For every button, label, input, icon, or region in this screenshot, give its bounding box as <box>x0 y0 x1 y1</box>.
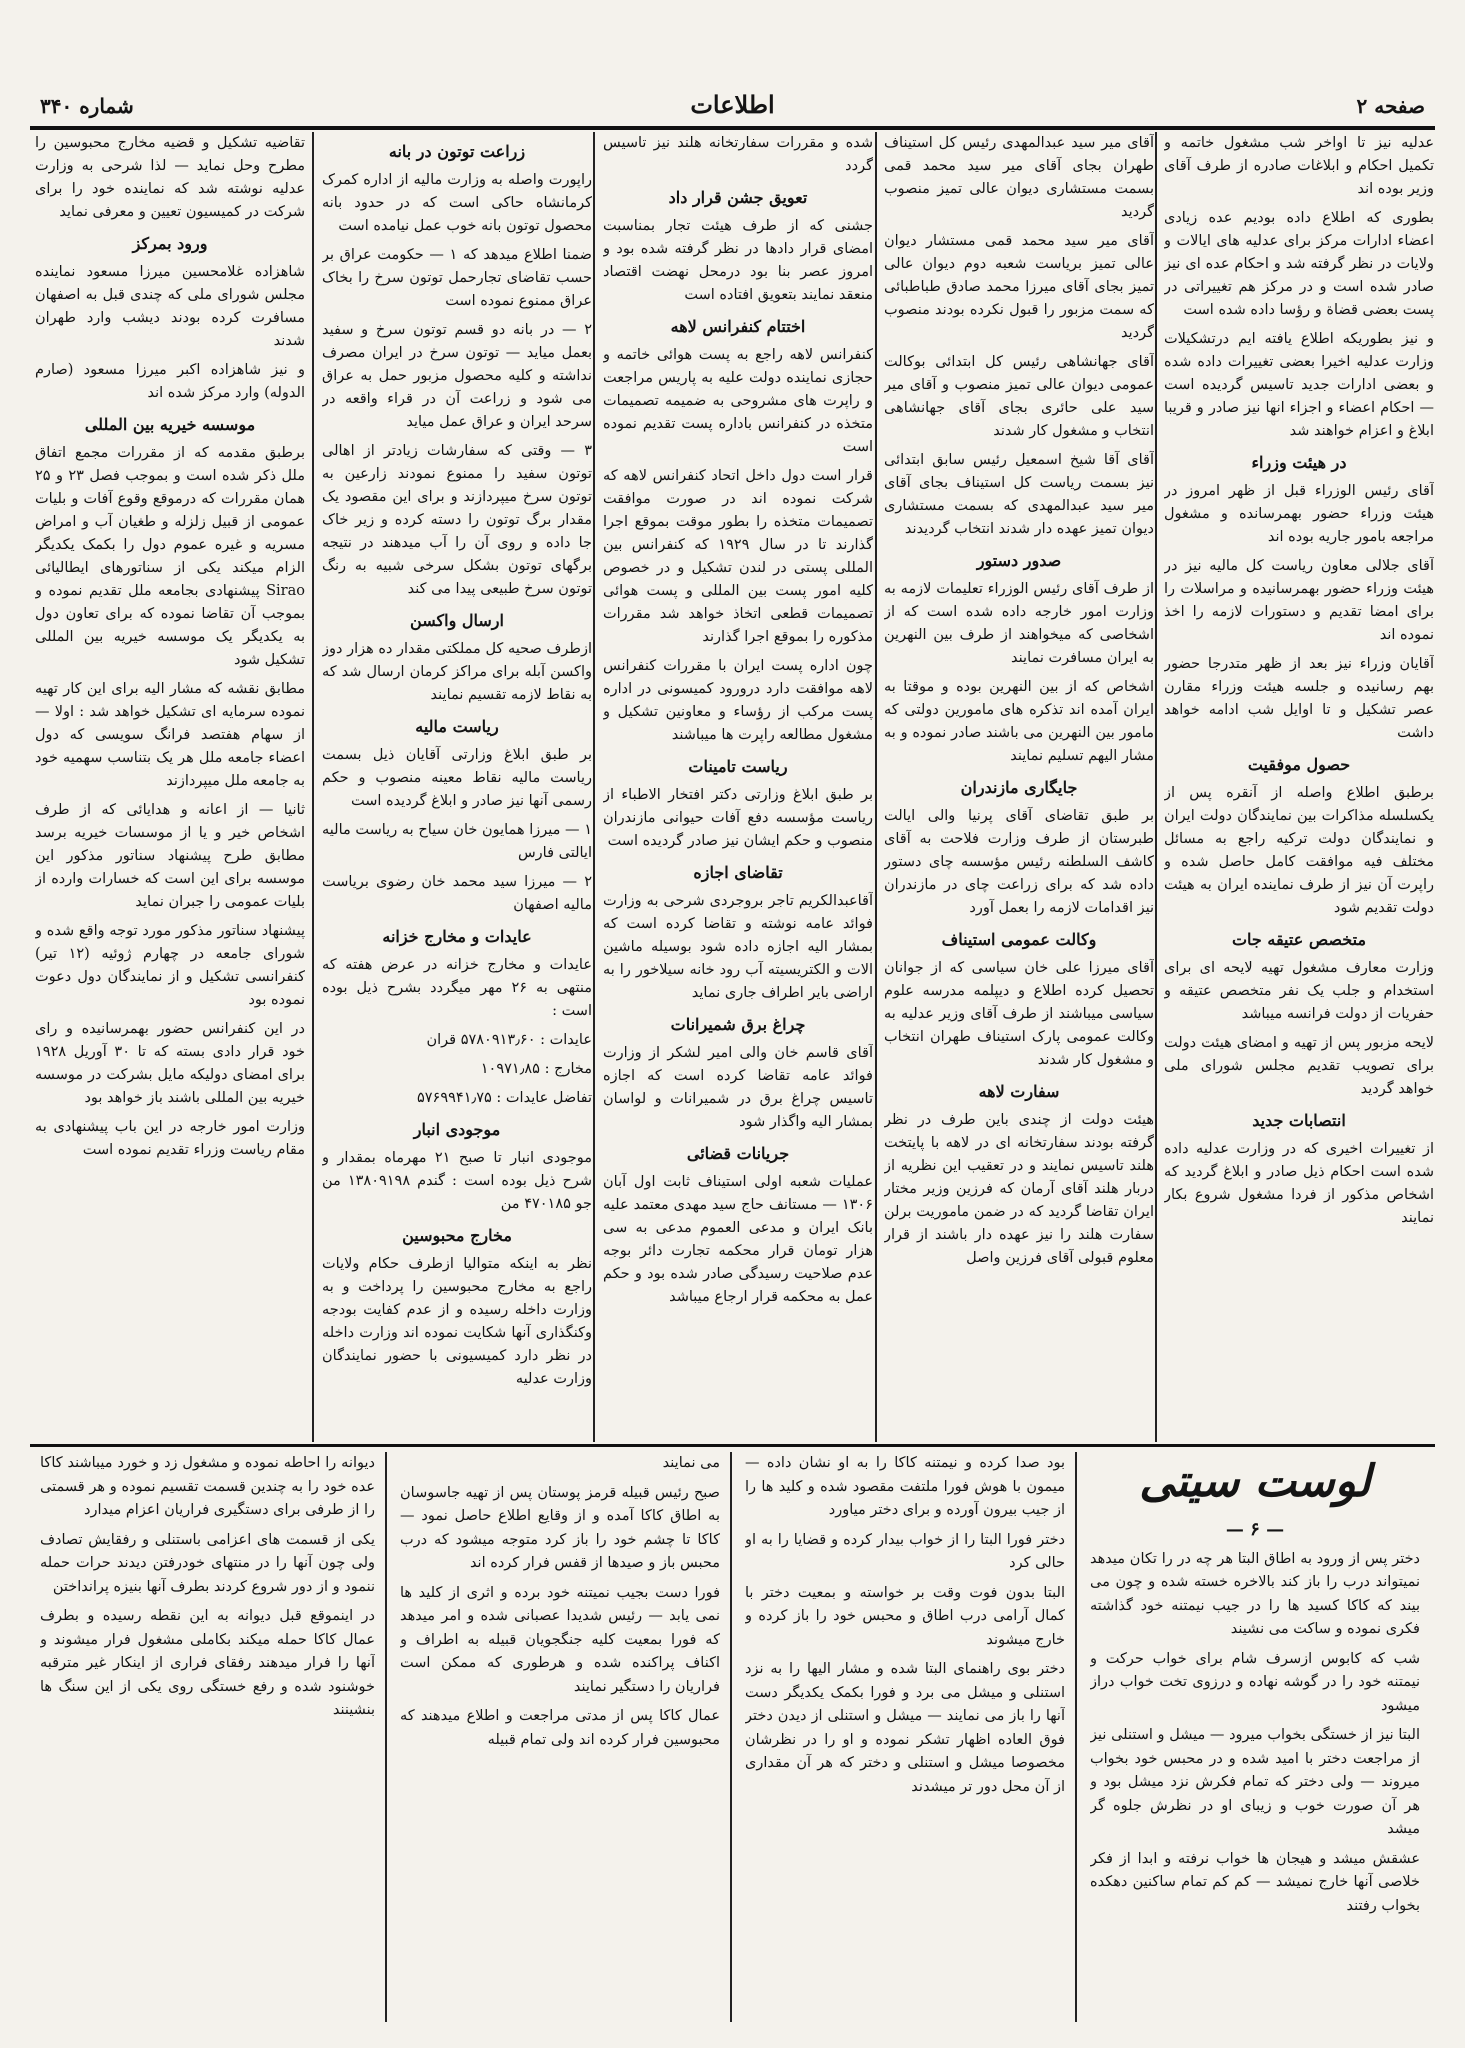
headline: ارسال واکسن <box>410 611 504 630</box>
paragraph: دختر پس از ورود به اطاق البتا هر چه در را تکان میدهد نمیتواند درب را باز کند بالاخره خسته شده و چون می بیند که کاکا کسید ها را در جیب نیمتنه خود گذاشته فکری نموده و ساکت می نشیند <box>1090 1550 1420 1637</box>
column-rule <box>730 1452 732 2022</box>
paragraph: وزارت امور خارجه در این باب پیشنهادی به مقام ریاست وزراء تقدیم نموده است <box>35 1119 305 1158</box>
paragraph: شده و مقررات سفارتخانه هلند نیز تاسیس گردد <box>603 135 873 174</box>
headline: تقاضای اجازه <box>693 863 783 882</box>
headline: مخارج محبوسین <box>402 1226 512 1245</box>
headline: چراغ برق شمیرانات <box>670 1015 806 1034</box>
paragraph: نظر به اینکه متوالیا ازطرف حکام ولایات راجع به مخارج محبوسین را پرداخت و به وزارت داخله رسیده و از عدم کفایت بودجه وکنگذاری آنها شکایت نموده اند وزارت داخله در نظر دارد کمیسیونی با حضور نمایندگان وزارت عدلیه <box>322 1256 592 1387</box>
serial-title: لوست سیتی <box>1139 1456 1371 1507</box>
paragraph: آقای قاسم خان والی امیر لشکر از وزارت فوائد عامه تقاضا کرده است که اجازه تاسیس چراغ برق در شمیرانات و لواسان بمشار الیه واگذار شود <box>603 1045 873 1130</box>
article-column-1 <box>1164 132 1434 1442</box>
article-column-3 <box>603 132 873 1442</box>
newspaper-title: اطلاعات <box>690 90 775 119</box>
paragraph: قرار است دول داخل اتحاد کنفرانس لاهه که شرکت نموده اند در صورت موافقت تصمیمات متخذه را بطور موقت بموقع اجرا گذارند تا در سال ۱۹۲۹ که کنفرانس بین المللی پستی در لندن تشکیل و در خصوص کلیه امور پست بین المللی و پست هوائی تصمیمات قطعی اتخاذ خواهد شد مقررات مذکوره را بموقع اجرا گذارند <box>603 468 873 645</box>
paragraph: عمال کاکا پس از مدتی مراجعت و اطلاع میدهند که محبوسین فرار کرده اند ولی تمام قبیله <box>400 1708 720 1748</box>
article-column-2 <box>884 132 1154 1442</box>
paragraph: تقاضیه تشکیل و قضیه مخارج محبوسین را مطرح وحل نماید — لذا شرحی به وزارت عدلیه نوشته شد که نماینده خود را برای شرکت در کمیسیون تعیین و معرفی نماید <box>35 135 305 220</box>
paragraph: در اینموقع قبل دیوانه به این نقطه رسیده و بطرف عمال کاکا حمله میکند بکاملی مشغول فرار میشوند و آنها را فرار میدهند رفقای فراری از اینکار غیر مترقبه خوشنود شده و رفع خستگی روی یکی از این سنگ ها بنشینند <box>40 1608 375 1718</box>
paragraph: دیوانه را احاطه نموده و مشغول زد و خورد میباشند کاکا عده خود را به چندین قسمت تقسیم نموده و هر قسمتی را از طرفی برای دستگیری فراریان اعزام میدارد <box>40 1455 375 1518</box>
paragraph: دختر فورا البتا را از خواب بیدار کرده و قضایا را به او حالی کرد <box>745 1531 1065 1571</box>
paragraph: عشقش میشد و هیجان ها خواب نرفته و ابدا از فکر خلاصی آنها خارج نمیشد — کم کم تمام ساکنین دهکده بخواب رفتند <box>1090 1850 1420 1914</box>
list-item: ۲ — میرزا سید محمد خان رضوی بریاست مالیه اصفهان <box>322 874 592 913</box>
column-rule <box>593 132 595 1442</box>
paragraph: بر طبق ابلاغ وزارتی آقایان ذیل بسمت ریاست مالیه نقاط معینه منصوب و حکم رسمی آنها نیز صادر و ابلاغ گردیده است <box>322 747 592 809</box>
column-rule <box>385 1452 387 2022</box>
paragraph: عایدات و مخارج خزانه در عرض هفته که منتهی به ۲۶ مهر میگردد بشرح ذیل بوده است : <box>322 957 592 1019</box>
headline: موجودی انبار <box>413 1120 501 1139</box>
issue-number: شماره ۳۴۰ <box>40 94 134 118</box>
paragraph: آقایان وزراء نیز بعد از ظهر متدرجا حضور بهم رسانیده و جلسه هیئت وزراء مقارن عصر تشکیل و تا اوایل شب ادامه خواهد داشت <box>1164 656 1434 741</box>
paragraph: جشنی که از طرف هیئت تجار بمناسبت امضای قرار دادها در نظر گرفته شده بود و امروز عصر بنا بود درمحل نهضت اقتصاد منعقد نمایند بتعویق افتاده است <box>603 218 873 303</box>
article-column-4 <box>322 132 592 1442</box>
serial-column-2 <box>745 1452 1065 2022</box>
ledger-value: ۵۷۶۹۹۴۱٫۷۵ <box>416 1090 492 1106</box>
article-column-5 <box>35 132 305 1442</box>
ledger-row <box>322 1087 592 1110</box>
paragraph: برطبق مقدمه که از مقررات مجمع اتفاق ملل ذکر شده است و بموجب فصل ۲۳ و ۲۵ همان مقررات که درموقع وقوع آفات و بلیات عمومی از قبیل زلزله و طغیان آب و امراض مسریه و غیره عموم دول را بکمک یکدیگر الزام میکند یکی از سناتورهای ایطالیائی Sirao پیشنهادی بجامعه ملل تقدیم نموده و بموجب آن تقاضا نموده که برای تعاون دول به یکدیگر یک موسسه خیریه بین المللی تشکیل شود <box>35 445 305 668</box>
paragraph: بود صدا کرده و نیمتنه کاکا را به او نشان داده — میمون با هوش فورا ملتفت مقصود شده و کلید ها را از جیب بیرون آورده و برای دختر میاورد <box>745 1455 1065 1518</box>
headline: انتصابات جدید <box>1252 1111 1346 1130</box>
serial-column-1 <box>1090 1452 1420 2022</box>
ledger-row <box>322 1058 592 1081</box>
paragraph: آقای جهانشاهی رئیس کل ابتدائی بوکالت عمومی دیوان عالی تمیز منصوب و آقای میر سید علی حائری بجای آقای جهانشاهی انتخاب و مشغول کار شدند <box>884 354 1154 439</box>
page-number: صفحه ۲ <box>1356 94 1425 118</box>
serial-column-3 <box>400 1452 720 2022</box>
headline: وکالت عمومی استیناف <box>941 930 1097 949</box>
headline: زراعت توتون در بانه <box>388 142 526 161</box>
paragraph: از تغییرات اخیری که در وزارت عدلیه داده شده است احکام ذیل صادر و ابلاغ گردید که اشخاص مذکور از فردا مشغول شروع بکار نمایند <box>1164 1141 1434 1226</box>
paragraph: مطابق نقشه که مشار الیه برای این کار تهیه نموده سرمایه ای تشکیل خواهد شد : اولا — از سهام هفتصد فرانگ سویسی که دول اعضاء جامعه ملل هر یک بتناسب سهمیه خود به جامعه ملل میپردازند <box>35 681 305 789</box>
paragraph: برطبق اطلاع واصله از آنقره پس از یکسلسله مذاکرات بین نمایندگان دولت ایران و نمایندگان دولت ترکیه راجع به مسائل مختلف فیه موافقت کامل حاصل شده و راپرت آن نیز از طرف نماینده ایران به هیئت دولت تقدیم شود <box>1164 785 1434 916</box>
paragraph: عملیات شعبه اولی استیناف ثابت اول آبان ۱۳۰۶ — مستانف حاج سید مهدی معتمد علیه بانک ایران و مدعی العموم مدعی به سی هزار تومان قرار محکمه تجارت دائر بوجه عدم صلاحیت رسیدگی صادر شده بود و حکم عمل به محکمه قرار ارجاع میباشد <box>603 1174 873 1305</box>
headline: جریانات قضائی <box>686 1144 790 1163</box>
headline: موسسه خیریه بین المللی <box>84 415 256 434</box>
paragraph: ثانیا — از اعانه و هدایائی که از طرف اشخاص خیر و یا از موسسات خیریه برسد مطابق طرح پیشنهاد سناتور مذکور این موسسه برای این است که خسارات وارده از بلیات عمومی را جبران نماید <box>35 802 305 910</box>
paragraph: عدلیه نیز تا اواخر شب مشغول خاتمه و تکمیل احکام و ابلاغات صادره از طرف آقای وزیر بوده اند <box>1164 135 1434 197</box>
paragraph: آقای جلالی معاون ریاست کل مالیه نیز در هیئت وزراء حضور بهمرسانیده و مراسلات را برای امضا تقدیم و دستورات لازمه را اخذ نموده اند <box>1164 558 1434 643</box>
masthead <box>30 90 1435 130</box>
column-rule <box>875 132 877 1442</box>
paragraph: پیشنهاد سناتور مذکور مورد توجه واقع شده و شورای جامعه در چهارم ژوئیه (۱۲ تیر) کنفرانسی تشکیل و از نمایندگان دول دعوت نموده بود <box>35 923 305 1008</box>
ledger-value: ۵۷۸۰۹۱۳٫۶۰ قران <box>426 1032 536 1048</box>
headline: عایدات و مخارج خزانه <box>382 927 532 946</box>
headline: در هیئت وزراء <box>1251 453 1347 472</box>
column-rule <box>1075 1452 1077 2022</box>
paragraph: کنفرانس لاهه راجع به پست هوائی خاتمه و حجازی نماینده دولت علیه به پاریس مراجعت و راپرت های مشروحی به ضمیمه تصمیمات متخذه در کنفرانس باداره پست تقدیم نموده است <box>603 347 873 455</box>
paragraph: ضمنا اطلاع میدهد که ۱ — حکومت عراق بر حسب تقاضای تجارحمل توتون سرخ را بخاک عراق ممنوع نموده است <box>322 247 592 309</box>
headline: ریاست مالیه <box>415 717 499 736</box>
paragraph: ازطرف صحیه کل مملکتی مقدار ده هزار دوز واکسن آبله برای مراکز کرمان ارسال شد که به نقاط لازمه تقسیم نمایند <box>322 641 592 703</box>
headline: جایگاری مازندران <box>960 778 1078 797</box>
list-item: ۱ — میرزا همایون خان سیاح به ریاست مالیه ایالتی فارس <box>322 822 592 861</box>
ledger-label: مخارج : <box>544 1061 592 1077</box>
paragraph: شاهزاده غلامحسین میرزا مسعود نماینده مجلس شورای ملی که چندی قبل به اصفهان مسافرت کرده بودند دیشب وارد طهران شدند <box>35 264 305 349</box>
paragraph: شب که کابوس ازسرف شام برای خواب حرکت و نیمتنه خود را در گوشه نهاده و درزوی تخت خواب دراز میشود <box>1090 1650 1420 1714</box>
paragraph: چون اداره پست ایران با مقررات کنفرانس لاهه موافقت دارد درورود کمیسونی در اداره پست مرکب از رؤساء و معاونین تشکیل و مشغول مطالعه راپرت ها میباشند <box>603 658 873 743</box>
paragraph: آقای رئیس الوزراء قبل از ظهر امروز در هیئت وزراء حضور بهمرسانده و مشغول مراجعه بامور جاریه بوده اند <box>1164 483 1434 545</box>
serial-column-4 <box>40 1452 375 2022</box>
paragraph: وزارت معارف مشغول تهیه لایحه ای برای استخدام و جلب یک نفر متخصص عتیقه و حفریات از دولت فرانسه میباشد <box>1164 960 1434 1022</box>
section-rule <box>30 1444 1435 1447</box>
paragraph: آقاعبدالکریم تاجر بروجردی شرحی به وزارت فوائد عامه نوشته و تقاضا کرده است که بمشار الیه اجازه داده شود بوسیله ماشین الات و الکتریسیته آب رود خانه سیلاخور را به اراضی بایر اطراف جاری نماید <box>603 893 873 1001</box>
headline: اختتام کنفرانس لاهه <box>670 317 806 336</box>
headline: تعویق جشن قرار داد <box>668 188 808 207</box>
paragraph: آقای میر سید محمد قمی مستشار دیوان عالی تمیز بریاست شعبه دوم دیوان عالی تمیز بجای آقای میرزا محمد صادق طباطبائی که سمت مزبور را قبول نکرده بودند منصوب گردید <box>884 233 1154 341</box>
headline: ورود بمرکز <box>132 234 208 253</box>
paragraph: اشخاص که از بین النهرین بوده و موقتا به ایران آمده اند تذکره های مامورین دولتی که مامور بین النهرین می باشند صادر نموده و به مشار الیهم تسلیم نمایند <box>884 679 1154 764</box>
paragraph: آقای میر سید عبدالمهدی رئیس کل استیناف طهران بجای آقای میر سید محمد قمی بسمت مستشاری دیوان عالی تمیز منصوب گردید <box>884 135 1154 220</box>
paragraph: و نیز شاهزاده اکبر میرزا مسعود (صارم الدوله) وارد مرکز شده اند <box>35 362 305 401</box>
paragraph: یکی از قسمت های اعزامی باستنلی و رفقایش تصادف ولی چون آنها را در منتهای خودرفتن دیدند حرات حمله ننمود و از دور شروع کردند بطرف آنها بنیزه پرانداختن <box>40 1531 375 1595</box>
column-rule <box>1155 132 1157 1442</box>
paragraph: آقای میرزا علی خان سیاسی که از جوانان تحصیل کرده اطلاع و دیپلمه مدرسه علوم سیاسی میباشند از طرف آقای وزیر عدلیه به وکالت عمومی پارک استیناف طهران انتخاب و مشغول کار شدند <box>884 960 1154 1068</box>
ledger-row <box>322 1029 592 1052</box>
paragraph: ۳ — وقتی که سفارشات زیادتر از اهالی توتون سفید را ممنوع نمودند زارعین به توتون سرخ میپردازند و برای این مقصود یک مقدار برگ توتون را دسته کرده و زیر خاک جا داده و روی آن را آب میدهند در نتیجه برگهای توتون بشکل سرخی شبیه به رنگ توتون سرخ طبیعی پیدا می کند <box>322 443 592 597</box>
paragraph: دختر بوی راهنمای البتا شده و مشار الیها را به نزد استنلی و میشل می برد و فورا بکمک یکدیگر دست آنها را باز می نمایند — میشل و استنلی از دیدن دختر فوق العاده اظهار تشکر نموده و او را در نظرشان مخصوصا میشل و استنلی و دختر که هر آن مقداری از آن محل دور تر میشدند <box>745 1661 1065 1795</box>
paragraph: هیئت دولت از چندی باین طرف در نظر گرفته بودند سفارتخانه ای در لاهه با پایتخت هلند تاسیس نمایند و در تعقیب این نظریه از دربار هلند آقای آرمان که فرزین وزیر مختار ایران تقاضا گردید که در ضمن ماموریت برلن سفارت هلند را نیز عهده دار باشند از قرار معلوم قبولی آقای فرزین واصل <box>884 1112 1154 1266</box>
paragraph: از طرف آقای رئیس الوزراء تعلیمات لازمه به وزارت امور خارجه داده شده است که از اشخاصی که میخواهند از طرف بین النهرین به ایران مسافرت نمایند <box>884 581 1154 666</box>
paragraph: بر طبق ابلاغ وزارتی دکتر افتخار الاطباء از ریاست مؤسسه دفع آفات حیوانی مازندران منصوب و حکم ایشان نیز صادر گردیده است <box>603 787 873 849</box>
paragraph: راپورت واصله به وزارت مالیه از اداره کمرک کرمانشاه حاکی است که در حدود بانه محصول توتون بانه خوب عمل نیامده است <box>322 172 592 234</box>
paragraph: موجودی انبار تا صبح ۲۱ مهرماه بمقدار و شرح ذیل بوده است : گندم ۱۳۸۰۹۱۹۸ من جو ۴۷۰۱۸۵ من <box>322 1150 592 1212</box>
paragraph: البتا نیز از خستگی بخواب میرود — میشل و استنلی نیز از مراجعت دختر با امید شده و در محبس خود بخواب میروند — ولی دختر که تمام فکرش نزد میشل بود و هر آن صورت خوب و زیبای او در نظرش جلوه گر میشد <box>1090 1727 1420 1837</box>
serial-number: — ۶ — <box>1225 1519 1285 1540</box>
paragraph: صبح رئیس قبیله قرمز پوستان پس از تهیه جاسوسان به اطاق کاکا آمده و از وقایع اطلاع حاصل نمود — کاکا تا چشم خود را باز کرد متوجه میشود که درب محبس باز و صیدها از قفس فرار کرده اند <box>400 1484 720 1571</box>
paragraph: می نمایند <box>662 1455 720 1471</box>
ledger-label: عایدات : <box>540 1032 592 1048</box>
headline: حصول موفقیت <box>1247 755 1351 774</box>
paragraph: لایحه مزبور پس از تهیه و امضای هیئت دولت برای تصویب تقدیم مجلس شورای ملی خواهد گردید <box>1164 1035 1434 1097</box>
paragraph: بر طبق تقاضای آقای پرنیا والی ایالت طبرستان از طرف وزارت فلاحت به آقای کاشف السلطنه رئیس مؤسسه چای دستور داده شد که برای زراعت چای در مازندران نیز اقدامات لازمه را بعمل آورد <box>884 808 1154 916</box>
ledger-label: تفاضل عایدات : <box>496 1090 592 1106</box>
ledger-value: ۱۰۹۷۱٫۸۵ <box>480 1061 540 1077</box>
paragraph: ۲ — در بانه دو قسم توتون سرخ و سفید بعمل میاید — توتون سرخ در ایران مصرف نداشته و کلیه محصول مزبور حمل به عراق می شود و زراعت آن در قراء واقعه در سرحد ایران و عراق عمل میاید <box>322 322 592 430</box>
paragraph: در این کنفرانس حضور بهمرسانیده و رای خود قرار دادی بسته که تا ۳۰ آوریل ۱۹۲۸ برای امضای دولیکه مایل بشرکت در موسسه خیریه بین المللی باشند باز خواهد بود <box>35 1021 305 1106</box>
headline: متخصص عتیقه جات <box>1231 930 1367 949</box>
paragraph: آقای آقا شیخ اسمعیل رئیس سابق ابتدائی نیز بسمت ریاست کل استیناف بجای آقای میر سید عبدالمهدی که بسمت مستشاری دیوان تمیز عهده دار شدند انتخاب گردیدند <box>884 452 1154 537</box>
paragraph: و نیز بطوریکه اطلاع یافته ایم درتشکیلات وزارت عدلیه اخیرا بعضی تغییرات داده شده و بعضی ادارات جدید تاسیس گردیده است — احکام اعضاء و اجزاء انها نیز صادر و قریبا ابلاغ و اعزام خواهند شد <box>1164 331 1434 439</box>
headline: ریاست تامینات <box>688 757 788 776</box>
paragraph: فورا دست بجیب نمیتنه خود برده و اثری از کلید ها نمی یابد — رئیس شدیدا عصبانی شده و امر میدهد که فورا بمعیت کلیه جنگجویان قبیله به اطراف و اکناف پراکنده شده و هرطوری که ممکن است فراریان را دستگیر نمایند <box>400 1584 720 1695</box>
column-rule <box>312 132 314 1442</box>
paragraph: بطوری که اطلاع داده بودیم عده زیادی اعضاء ادارات مرکز برای عدلیه های ایالات و ولایات در نظر گرفته شد و احکام عده ای نیز صادر شده است و در مرکز هم تغییراتی در پست بعضی قضاة و رؤسا داده شده است <box>1164 210 1434 318</box>
headline: صدور دستور <box>976 551 1062 570</box>
headline: سفارت لاهه <box>978 1082 1060 1101</box>
paragraph: البتا بدون فوت وقت بر خواسته و بمعیت دختر با کمال آرامی درب اطاق و محبس خود را باز کرده و خارج میشوند <box>745 1584 1065 1648</box>
